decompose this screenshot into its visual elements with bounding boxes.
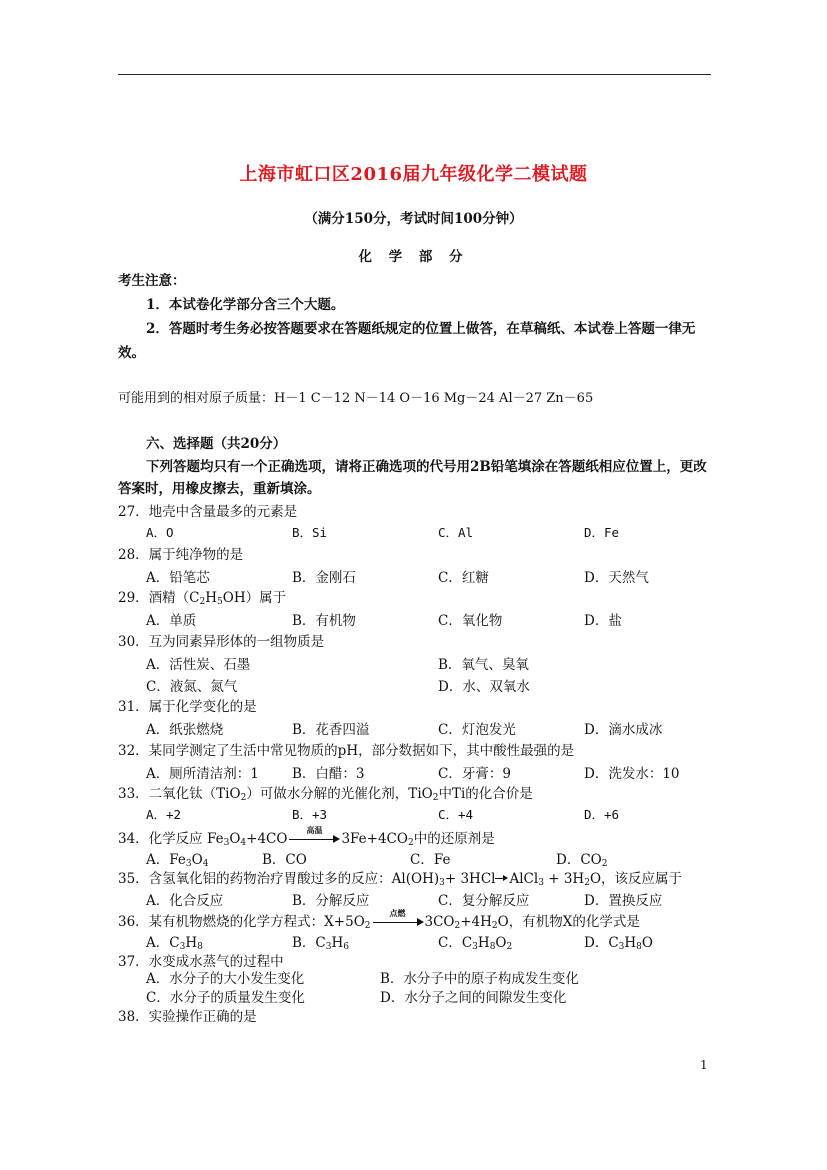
q31-option-d: D．滴水成冰 (584, 722, 663, 738)
q31-option-c: C．灯泡发光 (438, 722, 516, 738)
q27-option-d: D．Fe (584, 525, 620, 540)
section-heading: 化 学 部 分 (358, 249, 469, 265)
q29-option-c: C．氧化物 (438, 613, 503, 629)
page-title: 上海市虹口区2016届九年级化学二模试题 (239, 164, 588, 185)
exam-subtitle: （满分150分，考试时间100分钟） (304, 211, 523, 227)
q32-option-d: D．洗发水：10 (584, 766, 680, 782)
q37-option-c: C．水分子的质量发生变化 (146, 990, 305, 1006)
q34-stem: 34．化学反应 $Fe_3O_4+4CO$ 高温 $3Fe+4CO_2$中的还原剂是 (118, 825, 495, 848)
q28-option-d: D．天然气 (584, 570, 649, 586)
arrow-icon (495, 873, 509, 883)
q33-option-a: A．+2 (146, 807, 182, 822)
q34-option-c: C．Fe (410, 852, 451, 868)
q35-option-a: A．化合反应 (146, 893, 224, 909)
header-rule (118, 74, 711, 75)
q37-option-d: D．水分子之间的间隙发生变化 (380, 990, 567, 1006)
q28-option-a: A．铅笔芯 (146, 570, 210, 586)
q36-option-d: D．$C_3H_8O$ (584, 935, 653, 952)
q33-option-b: B．+3 (292, 807, 328, 822)
q27-option-b: B．Si (292, 525, 328, 540)
q27-option-a: A．O (146, 525, 174, 540)
q27-stem: 27．地壳中含量最多的元素是 (118, 504, 298, 520)
q28-option-c: C．红糖 (438, 570, 489, 586)
q36-option-a: A．$C_3H_8$ (146, 935, 203, 952)
q29-option-a: A．单质 (146, 613, 197, 629)
q28-option-b: B．金刚石 (292, 570, 356, 586)
q35-option-d: D．置换反应 (584, 893, 663, 909)
q35-option-b: B．分解反应 (292, 893, 370, 909)
q32-stem: 32．某同学测定了生活中常见物质的pH，部分数据如下，其中酸性最强的是 (118, 743, 575, 759)
q33-option-d: D．+6 (584, 807, 620, 822)
q36-option-b: B．$C_3H_6$ (292, 935, 349, 952)
part-six-heading: 六、选择题（共20分） (146, 436, 287, 452)
q30-option-a: A．活性炭、石墨 (146, 657, 251, 673)
q37-option-a: A．水分子的大小发生变化 (146, 971, 305, 987)
q29-stem: 29．酒精$(C_2H_5OH)$属于 (118, 590, 287, 607)
q30-stem: 30．互为同素异形体的一组物质是 (118, 634, 325, 650)
q31-stem: 31．属于化学变化的是 (118, 699, 257, 715)
q36-option-c: C．$C_3H_8O_2$ (438, 935, 513, 952)
q37-option-b: B．水分子中的原子构成发生变化 (380, 971, 579, 987)
q33-stem: 33．二氧化钛（TiO$_2$）可做水分解的光催化剂，TiO$_2$中Ti的化合价是 (118, 786, 533, 803)
q34-option-b: B．CO (262, 852, 307, 868)
q36-stem: 36．某有机物燃烧的化学方程式：$X+5O_2$ 点燃 $3CO_2+4H_2O$，有机物X的化学式是 (118, 908, 640, 931)
notice-item-2: 2．答题时考生务必按答题要求在答题纸规定的位置上做答，在草稿纸、本试卷上答题一律无效。 (118, 321, 696, 361)
q33-option-c: C．+4 (438, 807, 474, 822)
notice-heading: 考生注意： (118, 273, 186, 289)
q30-option-c: C．液氮、氮气 (146, 679, 238, 695)
reaction-arrow-icon: 点燃 (371, 914, 425, 928)
q31-option-a: A．纸张燃烧 (146, 722, 224, 738)
q32-option-c: C．牙膏：9 (438, 766, 511, 782)
q34-option-d: D．$CO_2$ (556, 852, 608, 869)
q27-option-c: C．Al (438, 525, 474, 540)
q34-option-a: A．$Fe_3O_4$ (146, 852, 209, 869)
q37-stem: 37．水变成水蒸气的过程中 (118, 954, 284, 970)
q32-option-b: B．白醋：3 (292, 766, 365, 782)
reaction-arrow-icon: 高温 (287, 831, 341, 845)
q35-option-c: C．复分解反应 (438, 893, 530, 909)
notice-item-1: 1．本试卷化学部分含三个大题。 (146, 297, 345, 313)
atomic-mass-line: 可能用到的相对原子质量：H－1 C－12 N－14 O－16 Mg－24 Al－27 Zn－65 (118, 391, 594, 406)
q31-option-b: B．花香四溢 (292, 722, 370, 738)
q35-stem: 35．含氢氧化铝的药物治疗胃酸过多的反应：$Al(OH)_3+ 3HCl$ AlCl$_3$ + $3H_2O$，该反应属于 (118, 871, 683, 888)
q30-option-b: B．氧气、臭氧 (438, 657, 529, 673)
q38-stem: 38．实验操作正确的是 (118, 1009, 257, 1025)
q29-option-d: D．盐 (584, 613, 622, 629)
q32-option-a: A．厕所清洁剂：1 (146, 766, 259, 782)
q30-option-d: D．水、双氧水 (438, 679, 530, 695)
page-number: 1 (700, 1058, 708, 1072)
q29-option-b: B．有机物 (292, 613, 356, 629)
q28-stem: 28．属于纯净物的是 (118, 547, 244, 563)
part-six-instruction: 下列答题均只有一个正确选项，请将正确选项的代号用2B铅笔填涂在答题纸相应位置上，更改答案时，用橡皮擦去，重新填涂。 (118, 459, 707, 497)
